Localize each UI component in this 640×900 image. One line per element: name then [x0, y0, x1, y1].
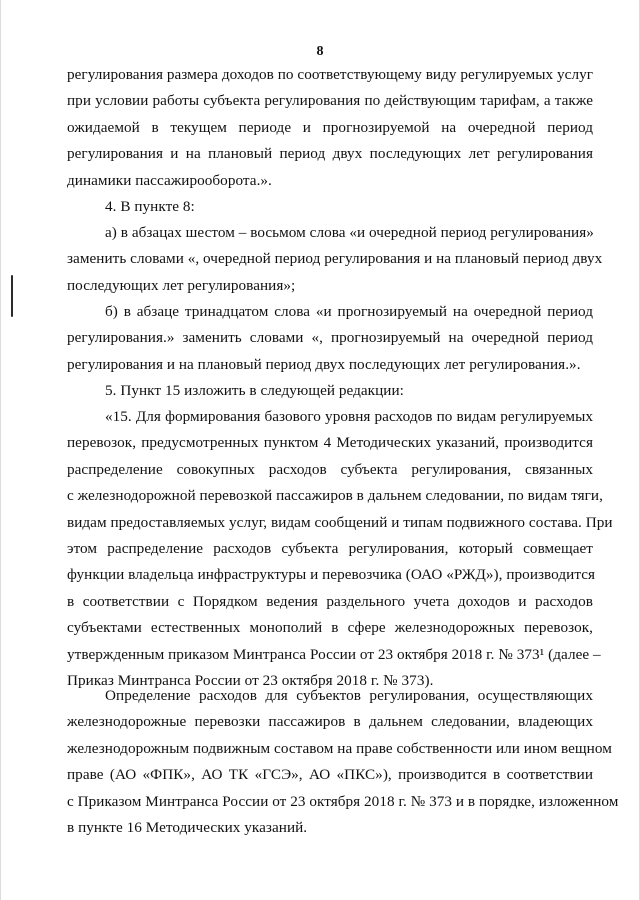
text-line: в соответствии с Порядком ведения раздельного учета доходов и расходов — [67, 592, 593, 610]
text-line: субъектами естественных монополий в сфере железнодорожных перевозок, — [67, 619, 593, 637]
text-line: праве (АО «ФПК», АО ТК «ГСЭ», АО «ПКС»), производится в соответствии — [67, 766, 593, 784]
text-line: заменить словами «, очередной период регулирования и на плановый период двух — [67, 250, 603, 268]
text-line: при условии работы субъекта регулирования по действующим тарифам, а также — [67, 92, 593, 110]
text-line: с Приказом Минтранса России от 23 октября 2018 г. № 373 и в порядке, изложенном — [67, 792, 619, 810]
text-line: утвержденным приказом Минтранса России от 23 октября 2018 г. № 373¹ (далее – — [67, 645, 601, 663]
paragraph-cost-definition — [67, 683, 619, 841]
text-line: перевозок, предусмотренных пунктом 4 Методических указаний, производится — [67, 434, 593, 452]
paragraph-continuation — [67, 62, 593, 194]
text-line: этом распределение расходов субъекта регулирования, который совмещает — [67, 539, 593, 557]
margin-mark — [11, 275, 13, 317]
text-line: а) в абзацах шестом – восьмом слова «и очередной период регулирования» — [105, 224, 594, 241]
text-line: функции владельца инфраструктуры и перевозчика (ОАО «РЖД»), производится — [67, 566, 596, 584]
text-line: б) в абзаце тринадцатом слова «и прогнозируемый на очередной период — [105, 303, 593, 320]
text-line: видам предоставляемых услуг, видам сообщений и типам подвижного состава. При — [67, 513, 613, 531]
text-line: 4. В пункте 8: — [105, 198, 195, 215]
text-line: в пункте 16 Методических указаний. — [67, 818, 308, 836]
text-line: «15. Для формирования базового уровня расходов по видам регулируемых — [105, 408, 593, 425]
text-line: ожидаемой в текущем периоде и прогнозируемой на очередной период — [67, 118, 593, 136]
text-line: железнодорожным подвижным составом на праве собственности или ином вещном — [67, 739, 612, 757]
text-line: динамики пассажирооборота.». — [67, 171, 272, 189]
paragraph-subitem-b — [67, 299, 593, 378]
text-line: регулирования и на плановый период двух последующих лет регулирования — [67, 145, 593, 163]
text-line: с железнодорожной перевозкой пассажиров в дальнем следовании, по видам тяги, — [67, 487, 603, 505]
paragraph-point-15 — [67, 404, 613, 694]
paragraph-item-5 — [67, 378, 593, 404]
page-number: 8 — [316, 44, 324, 59]
text-line: регулирования размера доходов по соответствующему виду регулируемых услуг — [67, 66, 593, 83]
text-line: регулирования.» заменить словами «, прогнозируемый на очередной период — [67, 329, 593, 347]
paragraph-subitem-a — [67, 220, 603, 299]
text-line: последующих лет регулирования»; — [67, 276, 296, 294]
text-line: регулирования и на плановый период двух последующих лет регулирования.». — [67, 355, 581, 373]
paragraph-item-4 — [67, 194, 593, 220]
text-line: Определение расходов для субъектов регулирования, осуществляющих — [105, 687, 593, 704]
text-line: распределение совокупных расходов субъекта регулирования, связанных — [67, 460, 593, 478]
text-line: 5. Пункт 15 изложить в следующей редакции: — [105, 382, 404, 399]
text-line: Приказ Минтранса России от 23 октября 2018 г. № 373). — [67, 671, 434, 689]
text-line: железнодорожные перевозки пассажиров в дальнем следовании, владеющих — [67, 713, 593, 731]
